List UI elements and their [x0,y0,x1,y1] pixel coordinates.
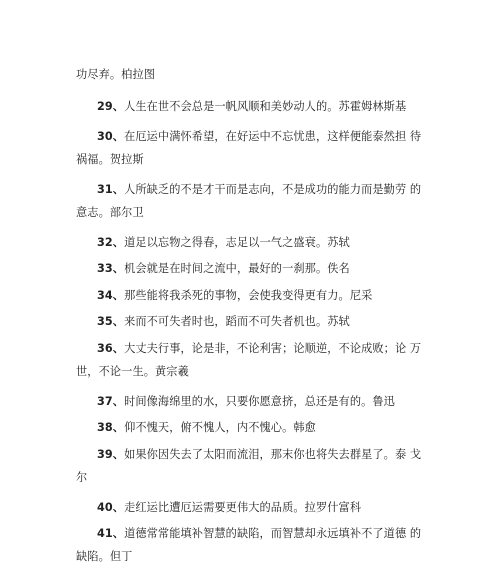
quote-number: 38、 [97,421,125,434]
text-line: 尔 [76,471,88,484]
quote-number: 39、 [97,448,125,461]
quote-number: 41、 [97,527,125,540]
quote-number: 33、 [97,262,125,275]
quote-line-35: 35、来而不可失者时也，蹈而不可失者机也。苏轼 [97,315,350,328]
quote-line-29: 29、人生在世不会总是一帆风顺和美妙动人的。苏霍姆林斯基 [97,100,407,113]
quote-number: 40、 [97,501,125,514]
text-line: 功尽弃。柏拉图 [76,68,156,81]
quote-line-30: 30、在厄运中满怀希望，在好运中不忘忧患，这样便能泰然担 待 [97,130,422,143]
quote-line-41: 41、道德常常能填补智慧的缺陷，而智慧却永远填补不了道德 的 [97,527,422,540]
quote-line-38: 38、仰不愧天，俯不愧人，内不愧心。韩愈 [97,421,316,434]
quote-line-31: 31、人所缺乏的不是才干而是志向，不是成功的能力而是勤劳 的 [97,183,422,196]
quote-number: 36、 [97,342,125,355]
quote-number: 34、 [97,289,125,302]
quote-line-33: 33、机会就是在时间之流中，最好的一刹那。佚名 [97,262,350,275]
quote-line-40: 40、走红运比遭厄运需要更伟大的品质。拉罗什富科 [97,501,362,514]
quote-number: 35、 [97,315,125,328]
quote-line-32: 32、道足以忘物之得春，志足以一气之盛衰。苏轼 [97,236,350,249]
quote-line-37: 37、时间像海绵里的水，只要你愿意挤，总还是有的。鲁迅 [97,395,395,408]
text-line: 缺陷。但丁 [76,550,133,563]
quote-number: 31、 [97,183,125,196]
quote-line-34: 34、那些能将我杀死的事物，会使我变得更有力。尼采 [97,289,373,302]
quote-line-39: 39、如果你因失去了太阳而流泪，那末你也将失去群星了。泰 戈 [97,448,422,461]
text-line: 祸福。贺拉斯 [76,153,144,166]
text-line: 世，不论一生。黄宗羲 [76,365,189,378]
quote-number: 32、 [97,236,125,249]
quote-number: 30、 [97,130,125,143]
quote-number: 29、 [97,100,125,113]
quote-line-36: 36、大丈夫行事，论是非，不论利害；论顺逆，不论成败；论 万 [97,342,422,355]
quote-number: 37、 [97,395,125,408]
text-line: 意志。部尔卫 [76,206,144,219]
